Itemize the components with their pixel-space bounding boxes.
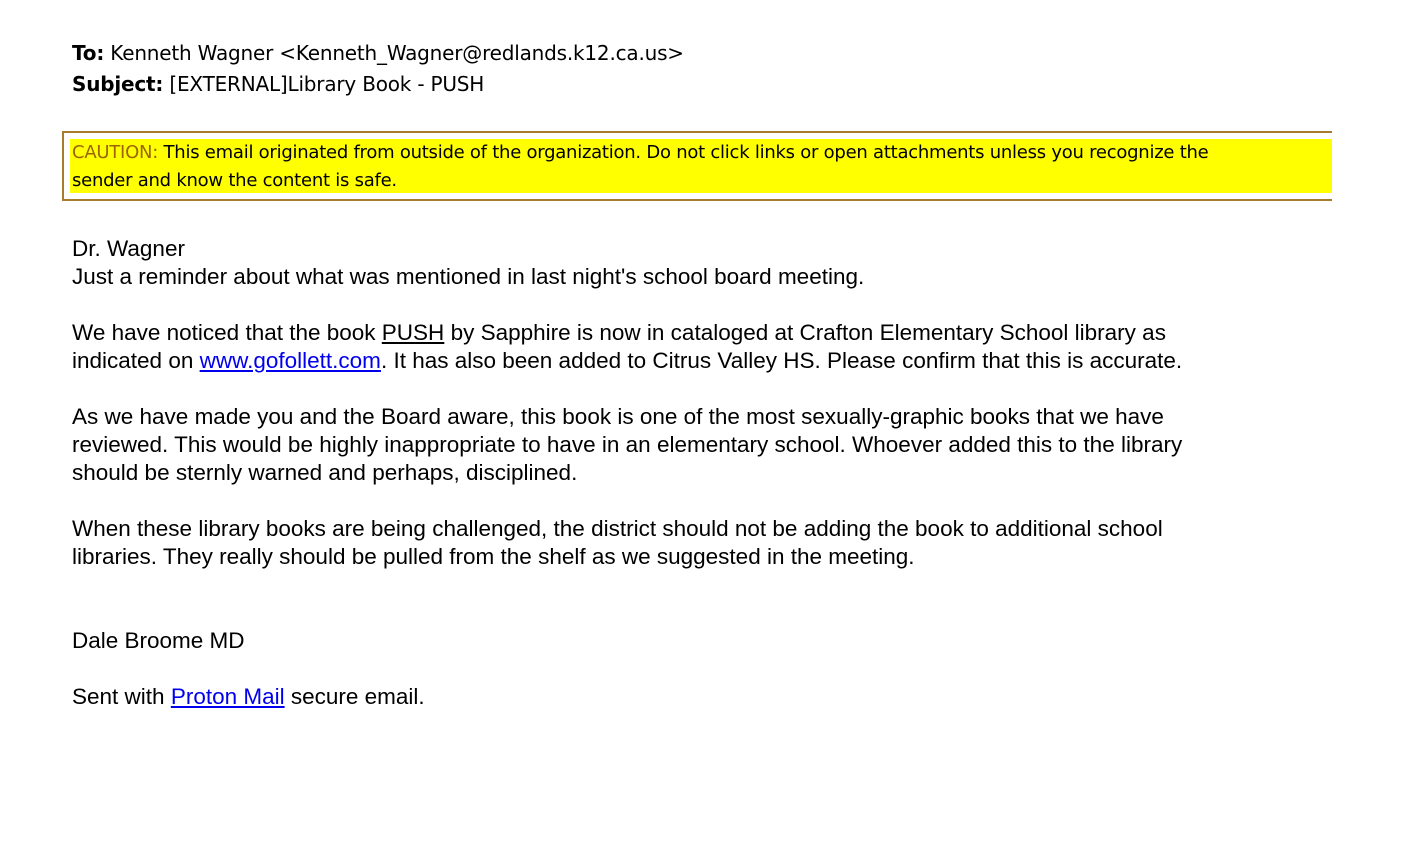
caution-line-1 <box>72 139 1332 167</box>
greeting: Dr. Wagner <box>72 236 185 261</box>
to-value: Kenneth Wagner <Kenneth_Wagner@redlands.k12.ca.us> <box>110 41 684 65</box>
subject-row <box>72 69 684 100</box>
book-title: PUSH <box>381 320 445 345</box>
proton-mail-link[interactable]: Proton Mail <box>170 684 285 709</box>
caution-banner <box>62 131 1332 201</box>
p2-text-d: . It has also been added to Citrus Valley HS. Please confirm that this is accurate. <box>380 348 1183 373</box>
p3-line-2: reviewed. This would be highly inappropriate to have in an elementary school. Whoever added this to the library <box>72 432 1183 457</box>
paragraph-book-notice-2 <box>72 347 1372 375</box>
email-body <box>72 235 1372 711</box>
caution-text: This email originated from outside of the organization. Do not click links or open attachments unless you recognize the <box>163 142 1209 163</box>
p2-text-c: indicated on <box>72 348 200 373</box>
to-row <box>72 38 684 69</box>
reminder-line: Just a reminder about what was mentioned in last night's school board meeting. <box>72 264 865 289</box>
p4-line-1: When these library books are being challenged, the district should not be adding the book to additional school <box>72 516 1163 541</box>
p2-text-a: We have noticed that the book <box>72 320 382 345</box>
sent-text-b: secure email. <box>284 684 425 709</box>
p3-line-3: should be sternly warned and perhaps, disciplined. <box>72 460 578 485</box>
subject-value: [EXTERNAL]Library Book - PUSH <box>169 72 485 96</box>
caution-text-block <box>70 139 1332 193</box>
signature: Dale Broome MD <box>72 628 245 653</box>
p4-line-2: libraries. They really should be pulled from the shelf as we suggested in the meeting. <box>72 544 915 569</box>
caution-line-2: sender and know the content is safe. <box>72 170 397 191</box>
paragraph-book-notice <box>72 319 1372 347</box>
gofollett-link[interactable]: www.gofollett.com <box>199 348 381 373</box>
p2-text-b: by Sapphire is now in cataloged at Crafton Elementary School library as <box>444 320 1166 345</box>
subject-label: Subject: <box>72 72 164 96</box>
email-header <box>72 38 684 100</box>
caution-label: CAUTION: <box>72 142 159 163</box>
sent-with-line <box>72 683 1372 711</box>
sent-text-a: Sent with <box>72 684 171 709</box>
p3-line-1: As we have made you and the Board aware, this book is one of the most sexually-graphic books that we have <box>72 404 1164 429</box>
to-label: To: <box>72 41 105 65</box>
